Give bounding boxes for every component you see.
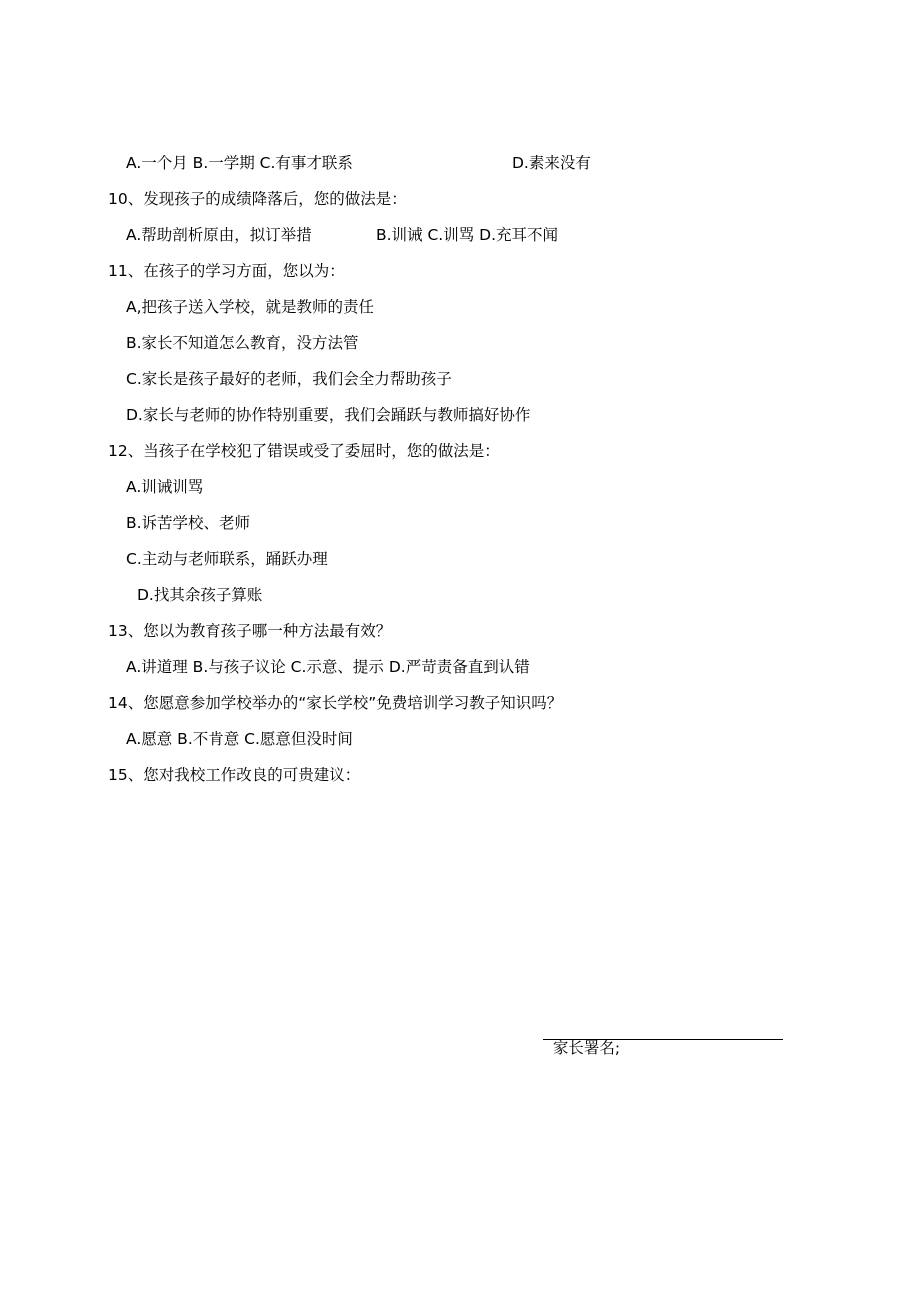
q11-option-b: B.家长不知道怎么教育，没方法管 bbox=[126, 334, 359, 352]
parent-signature-field[interactable] bbox=[543, 1018, 783, 1057]
q9-options-abc: A.一个月 B.一学期 C.有事才联系 bbox=[126, 154, 353, 172]
q11-option-c: C.家长是孩子最好的老师，我们会全力帮助孩子 bbox=[126, 370, 452, 388]
question-11: 11、在孩子的学习方面，您以为： bbox=[108, 262, 345, 280]
question-15: 15、您对我校工作改良的可贵建议： bbox=[108, 766, 361, 784]
q10-option-a: A.帮助剖析原由，拟订举措 bbox=[126, 226, 312, 244]
question-10: 10、发现孩子的成绩降落后，您的做法是： bbox=[108, 190, 407, 208]
q14-options: A.愿意 B.不肯意 C.愿意但没时间 bbox=[126, 730, 353, 748]
q12-option-a: A.训诫训骂 bbox=[126, 478, 204, 496]
q10-options-bcd: B.训诫 C.训骂 D.充耳不闻 bbox=[376, 226, 559, 244]
q12-option-d: D.找其余孩子算账 bbox=[137, 586, 263, 604]
q12-option-c: C.主动与老师联系，踊跃办理 bbox=[126, 550, 328, 568]
question-13: 13、您以为教育孩子哪一种方法最有效？ bbox=[108, 622, 392, 640]
q12-option-b: B.诉苦学校、老师 bbox=[126, 514, 251, 532]
q11-option-d: D.家长与老师的协作特别重要，我们会踊跃与教师搞好协作 bbox=[126, 406, 531, 424]
q9-option-d: D.素来没有 bbox=[512, 154, 591, 172]
q13-options: A.讲道理 B.与孩子议论 C.示意、提示 D.严苛责备直到认错 bbox=[126, 658, 530, 676]
question-12: 12、当孩子在学校犯了错误或受了委屈时，您的做法是： bbox=[108, 442, 500, 460]
signature-label: 家长署名; bbox=[552, 1039, 621, 1057]
q11-option-a: A,把孩子送入学校，就是教师的责任 bbox=[126, 298, 375, 316]
question-14: 14、您愿意参加学校举办的“家长学校”免费培训学习教子知识吗？ bbox=[108, 694, 563, 712]
